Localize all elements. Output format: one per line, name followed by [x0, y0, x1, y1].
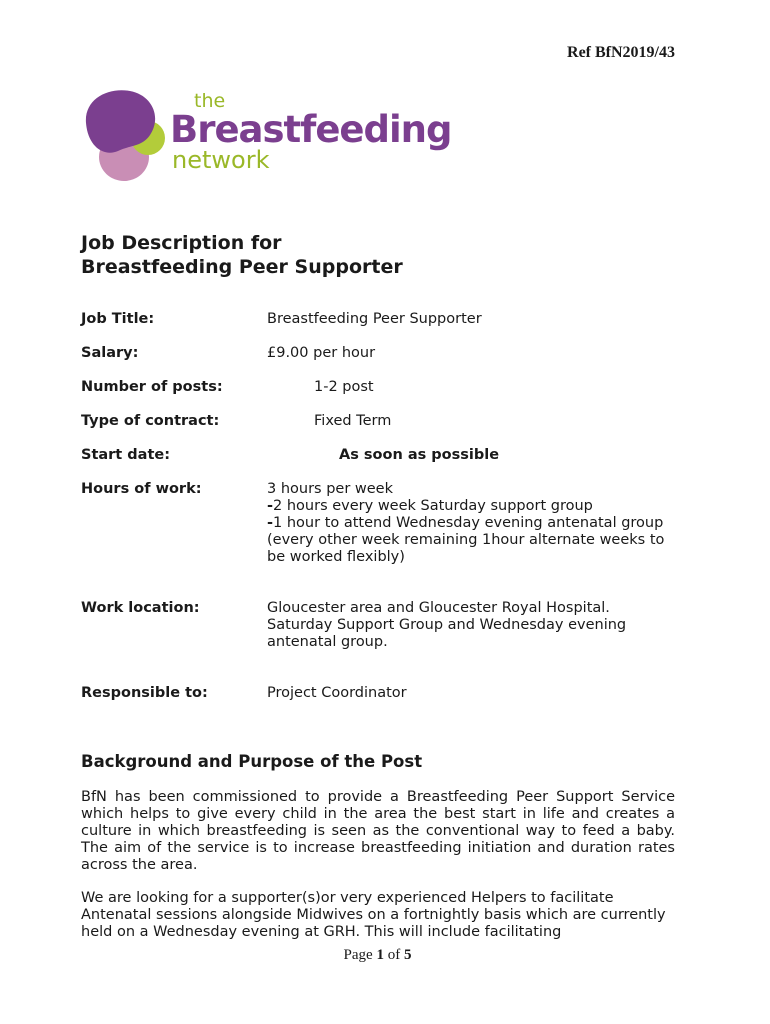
footer-total-pages: 5: [403, 947, 412, 963]
background-heading: Background and Purpose of the Post: [81, 752, 423, 771]
logo-brand-text: Breastfeeding: [170, 108, 452, 151]
footer-page-word: Page: [343, 947, 373, 963]
salary-value: £9.00 per hour: [267, 345, 376, 361]
start-date-value: As soon as possible: [339, 447, 500, 463]
hours-line-1: 3 hours per week: [267, 481, 394, 497]
responsible-label: Responsible to:: [81, 685, 208, 701]
hours-dash-1: -: [267, 498, 274, 514]
hours-label: Hours of work:: [81, 481, 202, 497]
hours-value: [267, 481, 677, 566]
posts-label: Number of posts:: [81, 379, 223, 395]
title-line-2: Breastfeeding Peer Supporter: [81, 256, 403, 278]
job-title-label: Job Title:: [81, 311, 155, 327]
document-title: [81, 231, 403, 279]
location-value: Gloucester area and Gloucester Royal Hospital. Saturday Support Group and Wednesday evening antenatal group.: [267, 600, 627, 650]
hours-line-2: [267, 498, 677, 515]
location-label: Work location:: [81, 600, 200, 616]
contract-value: Fixed Term: [314, 413, 392, 429]
hours-line-2-text: 2 hours every week Saturday support group: [273, 498, 593, 514]
hours-line-3-text: 1 hour to attend Wednesday evening antenatal group (every other week remaining 1hour alternate weeks to be worked flexibly): [267, 515, 665, 565]
hours-line-3: [267, 515, 677, 566]
responsible-value: Project Coordinator: [267, 685, 407, 701]
hours-dash-2: -: [267, 515, 274, 531]
logo-wordmark: [170, 90, 452, 174]
background-paragraph-1: BfN has been commissioned to provide a Breastfeeding Peer Support Service which helps to give every child in the area the best start in life and creates a culture in which breastfeeding is seen as the conventional way to feed a baby. The aim of the service is to increase breastfeeding initiation and duration rates across the area.: [81, 789, 675, 873]
footer-current-page: 1: [376, 947, 384, 963]
background-paragraph-2: We are looking for a supporter(s)or very experienced Helpers to facilitate Antenatal sessions alongside Midwives on a fortnightly basis which are currently held on a Wednesday evening at GRH. This will include facilitating: [81, 890, 666, 940]
salary-label: Salary:: [81, 345, 139, 361]
logo-network-text: network: [172, 146, 270, 174]
job-title-value: Breastfeeding Peer Supporter: [267, 311, 482, 327]
start-date-label: Start date:: [81, 447, 171, 463]
logo-the-text: the: [194, 90, 226, 112]
footer-of-word: of: [387, 947, 401, 963]
title-line-1: Job Description for: [81, 232, 282, 254]
posts-value: 1-2 post: [314, 379, 374, 395]
contract-label: Type of contract:: [81, 413, 220, 429]
page-footer: [0, 947, 755, 964]
reference-number: Ref BfN2019/43: [567, 44, 675, 61]
